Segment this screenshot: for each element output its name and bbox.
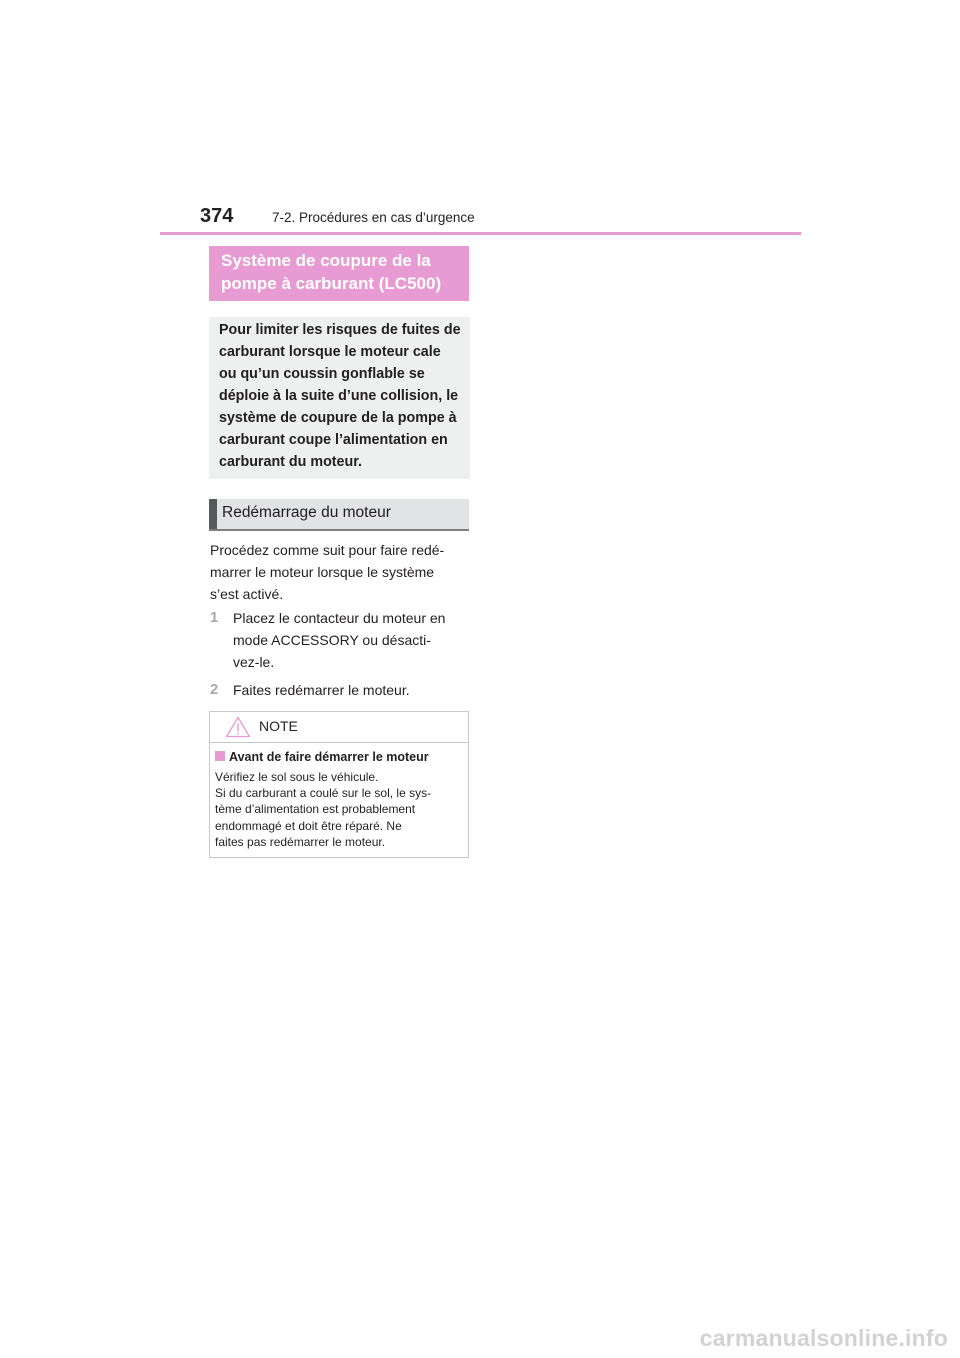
title-line: Système de coupure de la bbox=[221, 251, 431, 270]
intro-line: carburant lorsque le moteur cale bbox=[219, 344, 441, 360]
watermark-text: carmanualsonline.info bbox=[699, 1325, 948, 1351]
note-line: endommagé et doit être réparé. Ne bbox=[215, 818, 402, 833]
restart-heading bbox=[209, 499, 469, 531]
section-title-box bbox=[209, 246, 469, 301]
note-subheading bbox=[215, 746, 429, 765]
intro-line: Pour limiter les risques de fuites de bbox=[219, 322, 461, 338]
note-line: Si du carburant a coulé sur le sol, le sys- bbox=[215, 786, 432, 801]
warning-triangle-icon bbox=[225, 716, 251, 738]
body-line: marrer le moteur lorsque le système bbox=[210, 564, 435, 580]
page-header bbox=[200, 204, 800, 230]
step-text bbox=[233, 679, 410, 701]
intro-line: carburant coupe l’alimentation en bbox=[219, 432, 448, 448]
note-label: NOTE bbox=[259, 718, 298, 734]
step-text bbox=[233, 607, 445, 673]
watermark bbox=[678, 1318, 958, 1358]
step-line: vez-le. bbox=[233, 654, 275, 670]
step-line: mode ACCESSORY ou désacti- bbox=[233, 632, 431, 648]
body-line: s’est activé. bbox=[210, 586, 284, 602]
note-line: tème d’alimentation est probablement bbox=[215, 802, 416, 817]
body-line: Procédez comme suit pour faire redé- bbox=[210, 542, 445, 558]
square-bullet-icon bbox=[215, 751, 225, 761]
step-line: Faites redémarrer le moteur. bbox=[233, 682, 410, 698]
note-line: faites pas redémarrer le moteur. bbox=[215, 834, 386, 849]
page-number: 374 bbox=[200, 205, 234, 227]
note-body bbox=[215, 769, 431, 850]
step-line: Placez le contacteur du moteur en bbox=[233, 610, 446, 626]
intro-line: carburant du moteur. bbox=[219, 454, 362, 470]
intro-line: système de coupure de la pompe à bbox=[219, 410, 457, 426]
heading-accent-bar bbox=[209, 499, 217, 529]
intro-panel bbox=[209, 317, 470, 479]
header-rule bbox=[160, 232, 801, 235]
note-subheading-text: Avant de faire démarrer le moteur bbox=[229, 750, 429, 764]
restart-heading-text: Redémarrage du moteur bbox=[222, 504, 391, 521]
section-title: 7-2. Procédures en cas d’urgence bbox=[272, 210, 475, 225]
title-line: pompe à carburant (LC500) bbox=[221, 274, 442, 293]
step-number: 2 bbox=[210, 681, 219, 698]
restart-body bbox=[210, 539, 472, 605]
note-header bbox=[210, 712, 468, 743]
step-number: 1 bbox=[210, 609, 219, 626]
note-box bbox=[209, 711, 469, 858]
intro-line: ou qu’un coussin gonflable se bbox=[219, 366, 425, 382]
note-line: Vérifiez le sol sous le véhicule. bbox=[215, 770, 379, 784]
intro-line: déploie à la suite d’une collision, le bbox=[219, 388, 459, 404]
